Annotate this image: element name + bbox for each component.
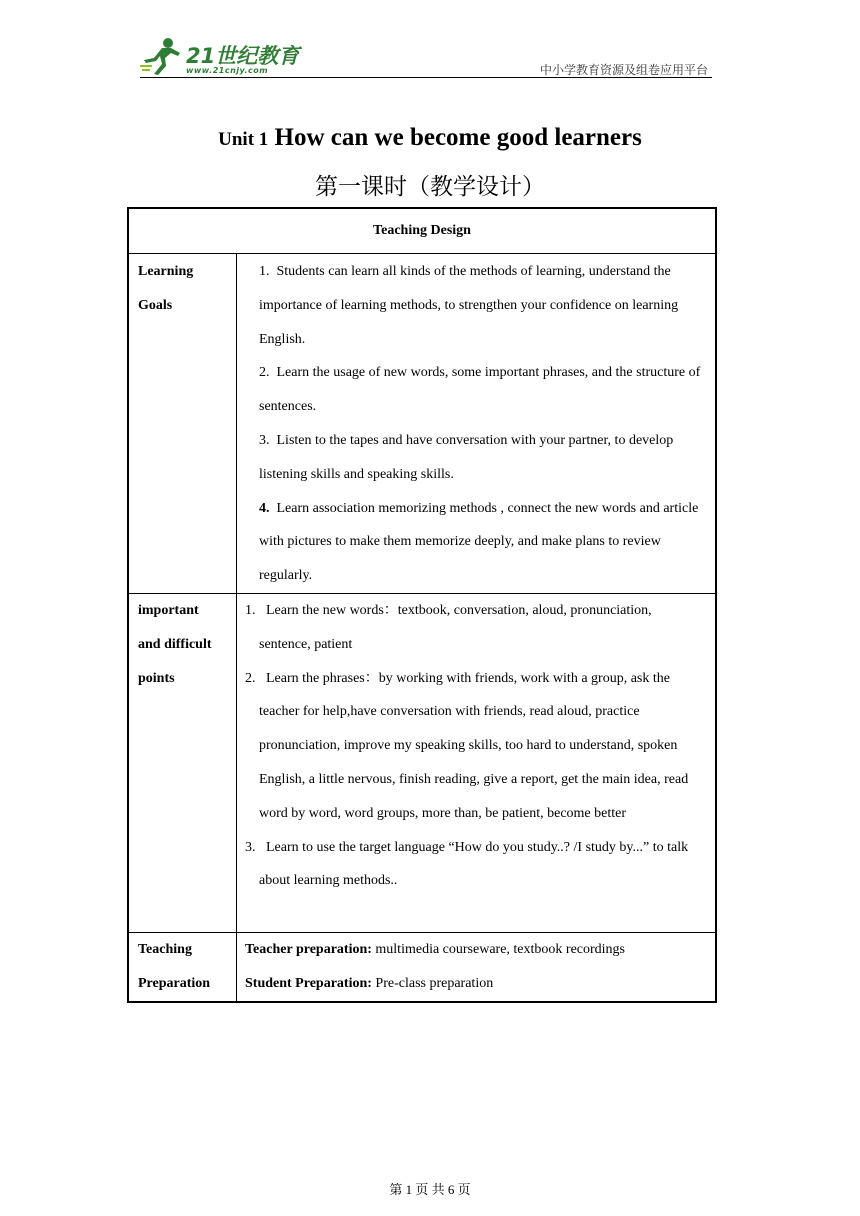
table-heading: Teaching Design <box>128 208 716 254</box>
item-number: 2. <box>245 670 256 686</box>
teacher-preparation <box>245 933 705 967</box>
label-line: Learning <box>138 264 194 279</box>
label-line: Preparation <box>138 976 211 991</box>
item-text: Learn to use the target language “How do you study..? /I study by...” to talk about learning methods.. <box>259 839 689 889</box>
student-prep-label: Student Preparation: <box>245 975 372 991</box>
title-text: How can we become good learners <box>274 124 642 151</box>
logo-url: www.21cnjy.com <box>186 66 269 75</box>
item-number: 2. <box>259 365 270 381</box>
list-item <box>245 662 705 831</box>
key-points-row <box>128 594 716 933</box>
list-item <box>259 424 705 492</box>
label-line: and difficult <box>138 637 212 652</box>
item-number: 3. <box>259 432 270 448</box>
learning-goals-label <box>128 254 237 594</box>
learning-goals-row <box>128 254 716 594</box>
item-number: 1. <box>245 603 256 618</box>
label-line: points <box>138 671 175 686</box>
list-item <box>259 255 705 356</box>
preparation-row <box>128 933 716 1003</box>
list-item <box>245 594 705 662</box>
teacher-prep-text: multimedia courseware, textbook recordings <box>371 942 625 957</box>
document-title <box>0 124 860 152</box>
teacher-prep-label: Teacher preparation: <box>245 942 372 957</box>
header-divider <box>140 77 712 78</box>
document-subtitle: 第一课时（教学设计） <box>315 174 545 200</box>
student-prep-text: Pre-class preparation <box>371 975 494 991</box>
key-points-content <box>237 594 717 933</box>
item-text: Students can learn all kinds of the methods of learning, understand the importance of learning methods, to strengthen your confidence on learning English. <box>259 264 679 347</box>
learning-goals-content <box>237 254 717 594</box>
page-header <box>138 34 712 80</box>
item-number: 3. <box>245 839 256 855</box>
item-text-wrap <box>245 594 705 662</box>
site-logo <box>138 36 308 78</box>
unit-label: Unit 1 <box>218 129 269 150</box>
item-text: Learn the new words：textbook, conversation, aloud, pronunciation, sentence, patient <box>259 603 652 652</box>
runner-logo-icon <box>138 36 184 76</box>
table-heading-row <box>128 208 716 254</box>
page-number: 第 1 页 共 6 页 <box>389 1182 471 1197</box>
label-line: Teaching <box>138 942 192 957</box>
list-item <box>259 356 705 424</box>
list-item <box>245 831 705 899</box>
key-points-label <box>128 594 237 933</box>
item-text: Learn the phrases：by working with friends, work with a group, ask the teacher for help,have conversation with friends, read aloud, practice pronunciation, improve my speaking skills, too hard to understand, spoken English, a little nervous, finish reading, give a report, get the main idea, read word by word, word groups, more than, be patient, become better <box>259 670 689 821</box>
teaching-design-table <box>127 207 717 1003</box>
student-preparation <box>245 967 705 1001</box>
label-line: Goals <box>138 298 173 313</box>
label-line: important <box>138 603 199 618</box>
item-text: Listen to the tapes and have conversation with your partner, to develop listening skills and speaking skills. <box>259 432 674 482</box>
preparation-label <box>128 933 237 1003</box>
item-number: 1. <box>259 264 270 279</box>
item-text-wrap <box>245 831 705 899</box>
list-item <box>259 492 705 593</box>
platform-name: 中小学教育资源及组卷应用平台 <box>539 63 708 77</box>
item-text: Learn association memorizing methods , connect the new words and article with pictures to make them memorize deeply, and make plans to review regularly. <box>259 500 699 584</box>
logo-name: 21世纪教育 <box>186 44 300 68</box>
item-number: 4. <box>259 500 270 516</box>
item-text: Learn the usage of new words, some important phrases, and the structure of sentences. <box>259 365 701 415</box>
item-text-wrap <box>245 662 705 831</box>
preparation-content <box>237 933 717 1003</box>
